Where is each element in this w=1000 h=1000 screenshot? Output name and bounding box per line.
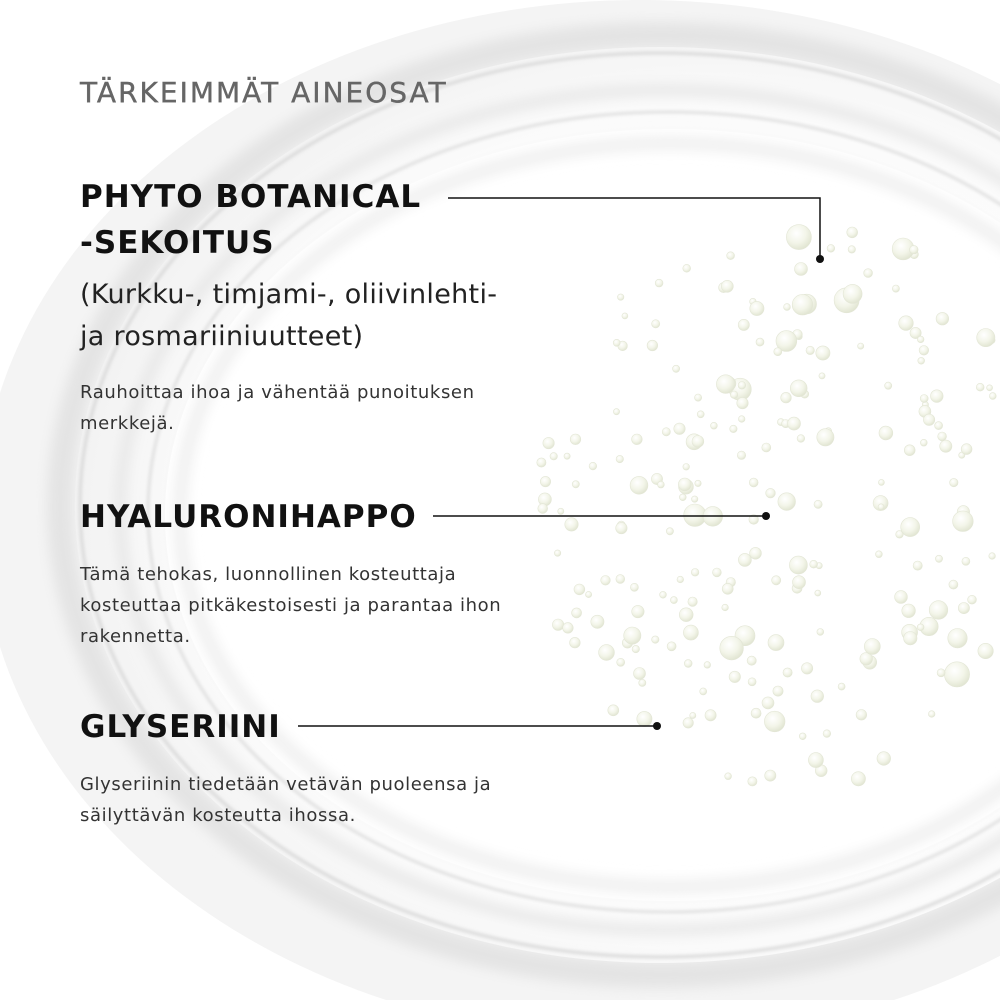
droplet [808, 753, 823, 768]
droplet [730, 425, 737, 432]
droplet [847, 227, 858, 238]
droplet [616, 575, 625, 584]
droplet [989, 393, 996, 400]
droplet [679, 608, 693, 622]
droplet [864, 269, 873, 278]
droplet [786, 225, 811, 250]
droplet [856, 710, 867, 721]
droplet [762, 443, 771, 452]
droplet [655, 279, 663, 287]
droplet [817, 629, 824, 636]
droplet [764, 711, 785, 732]
droplet [877, 752, 891, 766]
droplet [632, 645, 639, 652]
ingredient-subtitle-phyto-line-2: ja rosmariiniuutteet) [80, 321, 364, 352]
droplet [747, 656, 756, 665]
section-heading: TÄRKEIMMÄT AINEOSAT [80, 76, 448, 109]
droplet [564, 453, 570, 459]
droplet [692, 436, 704, 448]
droplet [738, 416, 745, 423]
droplet [738, 382, 746, 390]
ingredient-description-phyto-line-1: Rauhoittaa ihoa ja vähentää punoituksen [80, 382, 475, 403]
droplet [570, 434, 581, 445]
droplet [953, 511, 974, 532]
droplet [788, 417, 801, 430]
droplet [920, 439, 927, 446]
droplet [838, 683, 845, 690]
droplet [790, 380, 807, 397]
droplet [727, 252, 735, 260]
droplet [768, 635, 784, 651]
droplet [772, 576, 781, 585]
droplet [843, 284, 862, 303]
droplet [817, 429, 834, 446]
ingredient-description-glycerin-line-1: Glyseriinin tiedetään vetävän puoleensa ja [80, 774, 492, 795]
droplet [848, 246, 855, 253]
droplet [851, 772, 865, 786]
droplet [815, 590, 821, 596]
droplet [572, 608, 582, 618]
droplet [784, 304, 791, 311]
droplet [949, 580, 958, 589]
ingredient-title-phyto [80, 174, 421, 266]
droplet [923, 414, 934, 425]
ingredient-description-glycerin [80, 769, 520, 831]
droplet [563, 623, 574, 634]
droplet [713, 568, 722, 577]
droplet [608, 705, 619, 716]
droplet [913, 561, 922, 570]
droplet [879, 426, 893, 440]
droplet [574, 584, 585, 595]
droplet [814, 500, 822, 508]
droplet [618, 294, 624, 300]
droplet [711, 422, 718, 429]
droplet [552, 619, 563, 630]
leader-dot-glycerin [653, 722, 661, 730]
droplet [920, 395, 928, 403]
droplet [599, 645, 615, 661]
droplet [795, 263, 808, 276]
droplet [823, 730, 831, 738]
droplet [695, 394, 702, 401]
droplet [749, 478, 758, 487]
droplet [773, 686, 783, 696]
droplet [721, 280, 733, 292]
droplet [806, 346, 814, 354]
ingredient-description-phyto [80, 377, 520, 439]
droplet [624, 627, 641, 644]
droplet [720, 636, 744, 660]
droplet [690, 712, 696, 718]
droplet [691, 569, 699, 577]
droplet [936, 312, 949, 325]
droplet [801, 663, 812, 674]
droplet [705, 710, 716, 721]
ingredient-description-hyaluronic-line-2: kosteuttaa pitkäkestoisesti ja parantaa ihon [80, 595, 502, 616]
droplet [885, 382, 892, 389]
droplet [895, 591, 908, 604]
droplet [660, 591, 667, 598]
droplet [695, 480, 701, 486]
droplet [570, 637, 581, 648]
ingredient-description-hyaluronic [80, 559, 520, 652]
droplet [977, 329, 995, 347]
droplet [904, 445, 915, 456]
droplet [684, 660, 692, 668]
droplet [738, 553, 751, 566]
droplet [811, 690, 824, 703]
droplet [938, 432, 947, 441]
droplet [792, 294, 813, 315]
droplet [928, 711, 935, 718]
droplet [616, 455, 623, 462]
droplet [901, 518, 920, 537]
droplet [766, 488, 776, 498]
ingredient-title-hyaluronic: HYALURONIHAPPO [80, 499, 417, 535]
droplet [550, 453, 557, 460]
droplet [617, 658, 625, 666]
droplet [781, 392, 792, 403]
droplet [683, 464, 690, 471]
droplet [630, 476, 648, 494]
leader-dot-hyaluronic [762, 512, 770, 520]
droplet [678, 478, 691, 491]
droplet [944, 662, 969, 687]
droplet [652, 636, 659, 643]
droplet [968, 595, 977, 604]
ingredient-title-phyto-line-2: -SEKOITUS [80, 225, 275, 261]
droplet [819, 373, 825, 379]
droplet [904, 632, 917, 645]
droplet [737, 397, 748, 408]
droplet [622, 313, 628, 319]
droplet [789, 556, 807, 574]
droplet [989, 553, 996, 560]
ingredient-description-phyto-line-2: merkkejä. [80, 413, 175, 434]
droplet [538, 504, 548, 514]
droplet [637, 711, 652, 726]
droplet [639, 679, 646, 686]
droplet [662, 428, 670, 436]
droplet [704, 662, 711, 669]
droplet [540, 476, 550, 486]
droplet [677, 576, 684, 583]
droplet [948, 629, 967, 648]
droplet [666, 528, 673, 535]
droplet [679, 494, 686, 501]
droplet [658, 481, 665, 488]
droplet [750, 547, 762, 559]
droplet [730, 391, 737, 398]
droplet [917, 624, 924, 631]
droplet [630, 583, 638, 591]
droplet [613, 339, 620, 346]
droplet [762, 697, 774, 709]
droplet [748, 777, 757, 786]
droplet [632, 605, 644, 617]
droplet [632, 434, 643, 445]
droplet [543, 437, 554, 448]
droplet [683, 718, 693, 728]
droplet [929, 601, 948, 620]
droplet [692, 496, 698, 502]
droplet [902, 604, 916, 618]
droplet [601, 576, 611, 586]
droplet [899, 316, 914, 331]
droplet [878, 504, 884, 510]
droplet [722, 583, 733, 594]
droplet [674, 423, 685, 434]
droplet [774, 348, 782, 356]
droplet [616, 522, 627, 533]
droplet [961, 444, 972, 455]
droplet [554, 550, 560, 556]
droplet [750, 301, 764, 315]
droplet [919, 346, 929, 356]
droplet [940, 440, 952, 452]
ingredient-subtitle-phyto [80, 274, 600, 358]
leader-dot-phyto [816, 255, 824, 263]
droplet [976, 383, 984, 391]
ingredient-subtitle-phyto-line-1: (Kurkku-, timjami-, oliivinlehti- [80, 279, 498, 310]
droplet [950, 478, 958, 486]
droplet [586, 591, 592, 597]
droplet [722, 604, 729, 611]
droplet [684, 504, 706, 526]
droplet [765, 770, 776, 781]
droplet [537, 458, 546, 467]
droplet [688, 597, 697, 606]
droplet [725, 773, 732, 780]
droplet [591, 615, 604, 628]
droplet [917, 336, 924, 343]
droplet [673, 365, 680, 372]
droplet [613, 409, 619, 415]
droplet [738, 319, 749, 330]
droplet [558, 508, 564, 514]
droplet [827, 245, 835, 253]
droplet [572, 481, 579, 488]
droplet [729, 671, 740, 682]
droplet [589, 462, 597, 470]
droplet [799, 733, 806, 740]
droplet [670, 597, 677, 604]
droplet [748, 678, 756, 686]
droplet [937, 669, 945, 677]
droplet [935, 555, 942, 562]
droplet [892, 285, 899, 292]
droplet [987, 385, 993, 391]
ingredient-description-hyaluronic-line-1: Tämä tehokas, luonnollinen kosteuttaja [80, 564, 457, 585]
droplet [797, 435, 805, 443]
ingredient-description-hyaluronic-line-3: rakennetta. [80, 626, 191, 647]
droplet [810, 560, 818, 568]
droplet [667, 642, 676, 651]
droplet [683, 625, 698, 640]
droplet [878, 479, 884, 485]
droplet [783, 668, 792, 677]
droplet [737, 451, 745, 459]
droplet [918, 357, 925, 364]
droplet [778, 493, 796, 511]
droplet [697, 411, 704, 418]
droplet [716, 375, 735, 394]
droplet [751, 708, 761, 718]
droplet [962, 557, 970, 565]
droplet [565, 518, 578, 531]
ingredient-description-glycerin-line-2: säilyttävän kosteutta ihossa. [80, 805, 356, 826]
droplet [858, 343, 864, 349]
droplet [756, 338, 764, 346]
ingredient-title-phyto-line-1: PHYTO BOTANICAL [80, 179, 422, 215]
droplet [876, 551, 883, 558]
droplet [683, 264, 691, 272]
droplet [978, 643, 993, 658]
droplet [958, 603, 969, 614]
droplet [652, 320, 660, 328]
droplet [931, 390, 944, 403]
droplet [700, 688, 707, 695]
droplet [935, 422, 943, 430]
droplet [864, 639, 880, 655]
ingredient-title-glycerin: GLYSERIINI [80, 709, 281, 745]
droplet [793, 576, 806, 589]
droplet [647, 340, 658, 351]
droplet [634, 668, 646, 680]
droplet [910, 245, 919, 254]
droplet [816, 346, 830, 360]
